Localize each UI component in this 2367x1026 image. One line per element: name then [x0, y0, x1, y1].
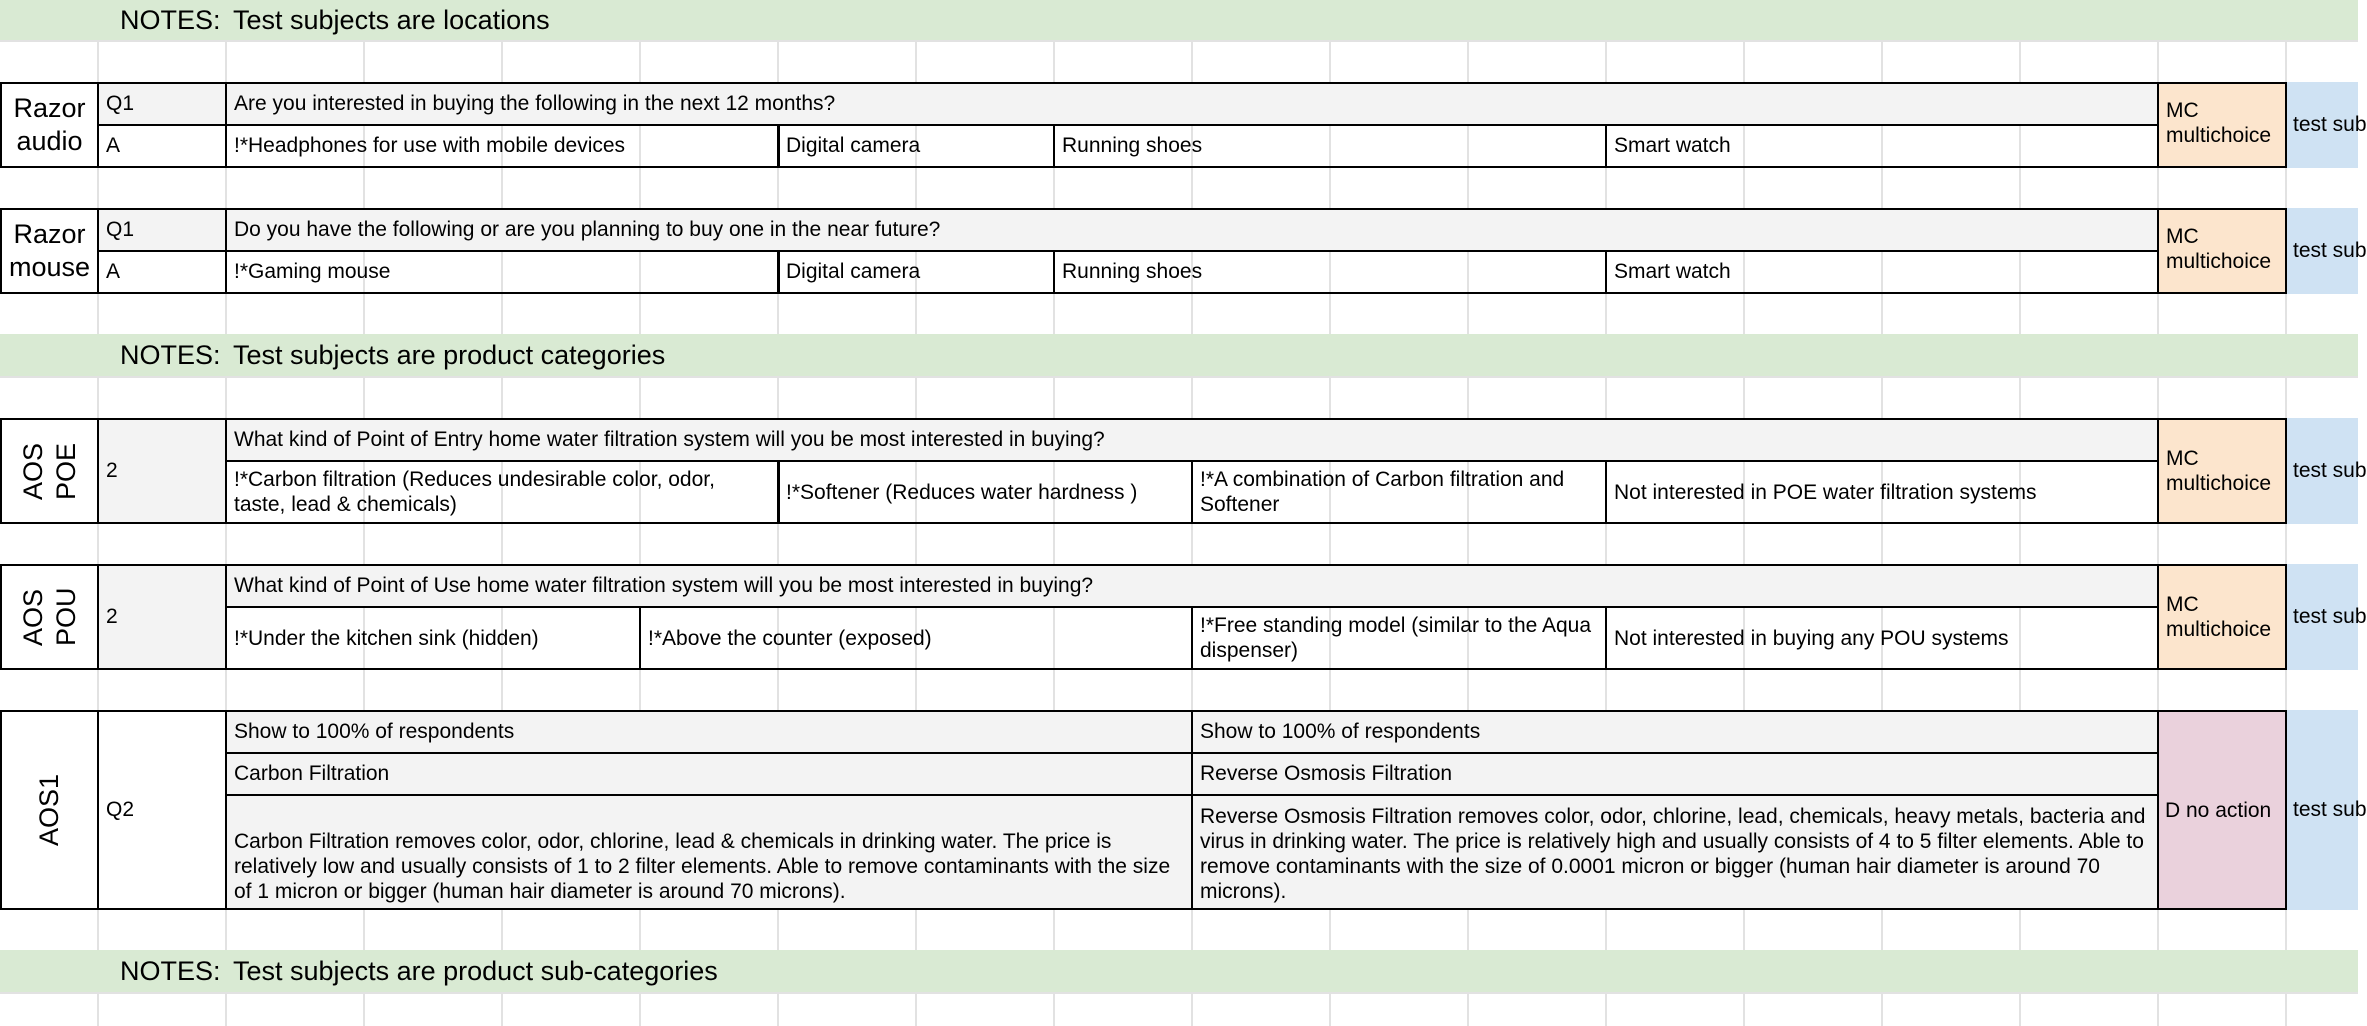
answer-option[interactable]: Running shoes: [1053, 124, 1607, 168]
target-text: test sub: [2293, 239, 2367, 262]
answer-option[interactable]: [1191, 460, 1607, 524]
question-text[interactable]: What kind of Point of Use home water filtration system will you be most interested in buying?: [225, 564, 2160, 608]
block-label-aos1[interactable]: [0, 710, 99, 910]
concept-right-description-text: Reverse Osmosis Filtration removes color, odor, chlorine, lead, chemicals, heavy metals, bacteria and virus in drinking water. The price is relatively high and usually consists of 4 to 5 filter elements. Able to remove contaminants with the size of 0.0001 micron or bigger (human hair diameter is around 70 microns).: [1200, 805, 2146, 903]
notes-label: NOTES:: [120, 956, 221, 986]
notes-row-product-sub-categories[interactable]: [0, 950, 2358, 992]
target-cell[interactable]: [2287, 418, 2367, 524]
target-text: test sub: [2293, 798, 2367, 821]
target-cell[interactable]: [2287, 208, 2367, 294]
answer-option-text: !*A combination of Carbon filtration and Softener: [1200, 468, 1565, 516]
block-label-razor-mouse[interactable]: Razor mouse: [0, 208, 99, 294]
answer-option[interactable]: !*Gaming mouse: [225, 250, 780, 294]
notes-text: Test subjects are locations: [233, 5, 550, 35]
answer-option[interactable]: Digital camera: [777, 250, 1055, 294]
target-cell[interactable]: [2287, 564, 2367, 670]
answer-id[interactable]: A: [97, 124, 227, 168]
question-id-text: 2: [106, 605, 118, 628]
question-id[interactable]: [97, 710, 227, 910]
question-type-text: MC multichoice: [2166, 593, 2272, 641]
notes-label: NOTES:: [120, 5, 221, 35]
target-cell[interactable]: [2287, 82, 2367, 168]
question-type-cell[interactable]: MC multichoice: [2157, 208, 2287, 294]
answer-option[interactable]: Smart watch: [1605, 124, 2160, 168]
question-text[interactable]: Do you have the following or are you planning to buy one in the near future?: [225, 208, 2160, 252]
block-label-text: AOS1: [34, 773, 64, 847]
concept-left-description[interactable]: [225, 794, 1193, 910]
question-type-cell[interactable]: [2157, 710, 2287, 910]
question-type-cell[interactable]: [2157, 564, 2287, 670]
answer-option[interactable]: [225, 460, 780, 524]
question-text[interactable]: Are you interested in buying the following in the next 12 months?: [225, 82, 2160, 126]
answer-option[interactable]: [1191, 606, 1607, 670]
answer-option[interactable]: !*Headphones for use with mobile devices: [225, 124, 780, 168]
question-type-text: D no action: [2165, 798, 2272, 822]
answer-option-text: Not interested in buying any POU systems: [1614, 626, 2009, 650]
question-id-text: Q2: [106, 798, 135, 821]
question-id[interactable]: [97, 564, 227, 670]
question-id[interactable]: [97, 418, 227, 524]
target-text: test sub: [2293, 605, 2367, 628]
answer-option-text: !*Carbon filtration (Reduces undesirable color, odor, taste, lead & chemicals): [234, 468, 715, 516]
block-label-text: AOS POU: [17, 587, 81, 647]
concept-right-description[interactable]: [1191, 794, 2160, 910]
target-text: test sub: [2293, 459, 2367, 482]
notes-text: Test subjects are product categories: [233, 340, 666, 370]
concept-right-title[interactable]: Reverse Osmosis Filtration: [1191, 752, 2160, 796]
answer-id[interactable]: A: [97, 250, 227, 294]
notes-row-locations[interactable]: [0, 0, 2358, 40]
question-id[interactable]: Q1: [97, 208, 227, 252]
answer-option[interactable]: Running shoes: [1053, 250, 1607, 294]
block-label-aos-poe[interactable]: [0, 418, 99, 524]
notes-row-product-categories[interactable]: [0, 334, 2358, 376]
concept-right-show[interactable]: Show to 100% of respondents: [1191, 710, 2160, 754]
question-id-text: 2: [106, 459, 118, 482]
question-id[interactable]: Q1: [97, 82, 227, 126]
concept-left-description-text: Carbon Filtration removes color, odor, chlorine, lead & chemicals in drinking water. The price is relatively low and usually consists of 1 to 2 filter elements. Able to remove contaminants with the size of 1 micron or bigger (human hair diameter is around 70 microns).: [234, 830, 1171, 903]
answer-option-text: !*Softener (Reduces water hardness ): [786, 480, 1138, 504]
block-label-aos-pou[interactable]: [0, 564, 99, 670]
answer-option[interactable]: [1605, 460, 2160, 524]
answer-option[interactable]: Smart watch: [1605, 250, 2160, 294]
concept-left-title[interactable]: Carbon Filtration: [225, 752, 1193, 796]
block-label-razor-audio[interactable]: Razor audio: [0, 82, 99, 168]
question-type-cell[interactable]: MC multichoice: [2157, 82, 2287, 168]
answer-option[interactable]: Digital camera: [777, 124, 1055, 168]
answer-option[interactable]: [225, 606, 641, 670]
answer-option[interactable]: [639, 606, 1193, 670]
answer-option-text: Not interested in POE water filtration systems: [1614, 480, 2037, 504]
block-label-text: AOS POE: [17, 442, 81, 500]
question-type-cell[interactable]: [2157, 418, 2287, 524]
answer-option-text: !*Above the counter (exposed): [648, 626, 932, 650]
notes-text: Test subjects are product sub-categories: [233, 956, 718, 986]
target-text: test sub: [2293, 113, 2367, 136]
target-cell[interactable]: [2287, 710, 2367, 910]
concept-left-show[interactable]: Show to 100% of respondents: [225, 710, 1193, 754]
question-type-text: MC multichoice: [2166, 447, 2272, 495]
answer-option[interactable]: [1605, 606, 2160, 670]
notes-label: NOTES:: [120, 340, 221, 370]
answer-option[interactable]: [777, 460, 1193, 524]
answer-option-text: !*Under the kitchen sink (hidden): [234, 626, 539, 650]
question-text[interactable]: What kind of Point of Entry home water filtration system will you be most interested in buying?: [225, 418, 2160, 462]
answer-option-text: !*Free standing model (similar to the Aqua dispenser): [1200, 614, 1592, 662]
